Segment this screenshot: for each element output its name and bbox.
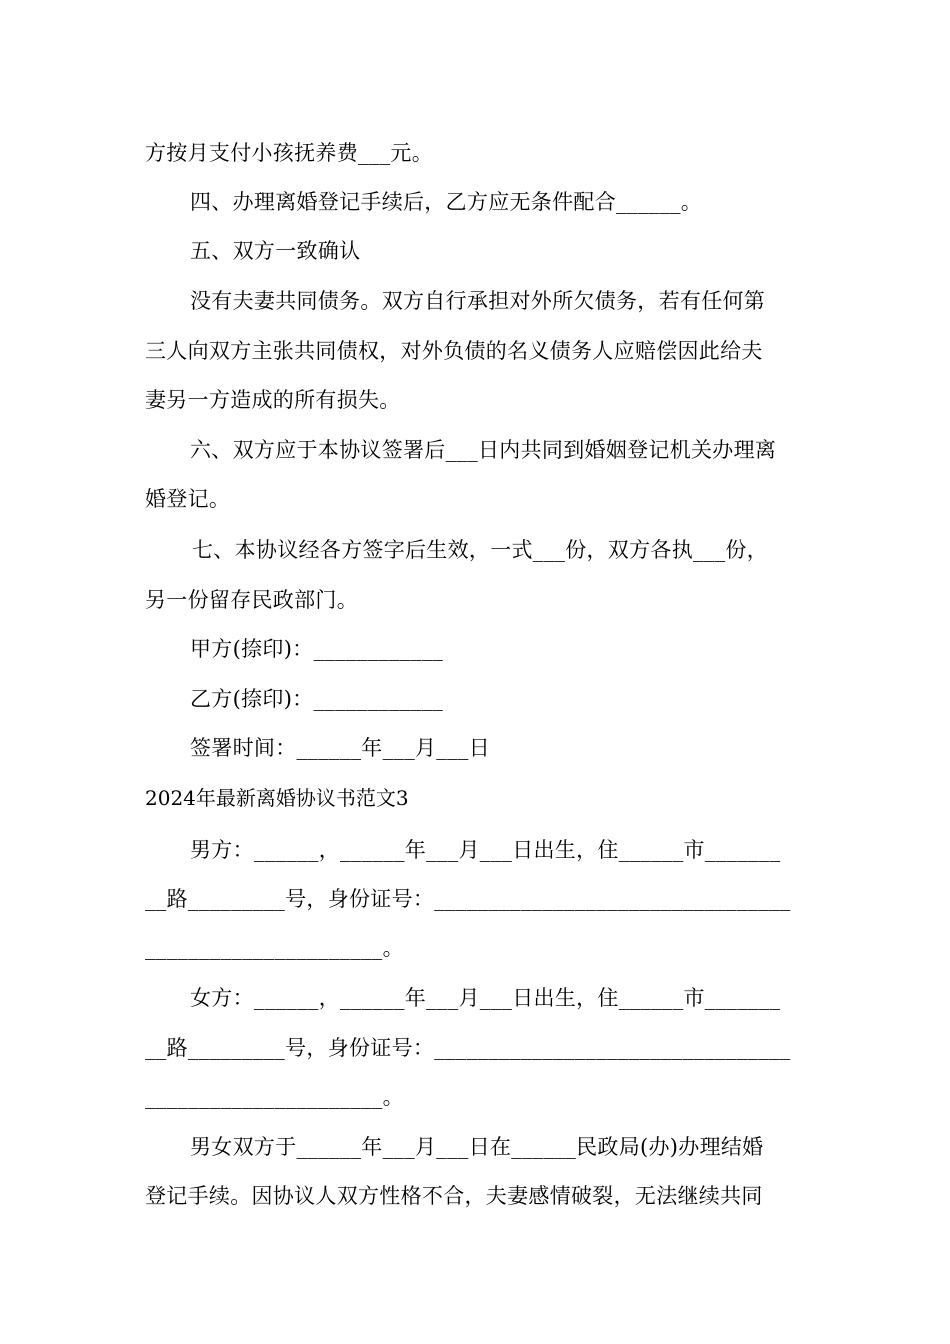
clause-five-heading: 五、双方一致确认 — [190, 239, 361, 263]
paragraph-line: 没有夫妻共同债务。双方自行承担对外所欠债务，若有任何第 — [190, 289, 766, 313]
female-party-info: 女方：______，______年___月___日出生，住______市_______ — [190, 986, 781, 1010]
paragraph-line: 三人向双方主张共同债权，对外负债的名义债务人应赔偿因此给夫 — [145, 339, 763, 363]
marriage-registration-paragraph: 男女双方于______年___月___日在______民政局(办)办理结婚 — [190, 1135, 764, 1159]
section-title: 2024年最新离婚协议书范文3 — [145, 786, 409, 810]
paragraph-line: ______________________。 — [145, 936, 404, 960]
paragraph-line: __路_________号，身份证号：_________________________________ — [145, 887, 791, 911]
clause-six: 六、双方应于本协议签署后___日内共同到婚姻登记机关办理离 — [190, 438, 777, 462]
paragraph-line: 妻另一方造成的所有损失。 — [145, 388, 401, 412]
paragraph-line: 登记手续。因协议人双方性格不合，夫妻感情破裂，无法继续共同 — [145, 1184, 763, 1208]
male-party-info: 男方：______，______年___月___日出生，住______市_______ — [190, 838, 781, 862]
party-b-signature-line: 乙方(捺印)：____________ — [190, 687, 444, 711]
signing-date-line: 签署时间：______年___月___日 — [190, 736, 490, 760]
paragraph-line: ______________________。 — [145, 1085, 404, 1109]
paragraph-line: 方按月支付小孩抚养费___元。 — [145, 141, 433, 165]
clause-four: 四、办理离婚登记手续后，乙方应无条件配合______。 — [190, 190, 703, 214]
paragraph-line: 另一份留存民政部门。 — [145, 588, 358, 612]
party-a-signature-line: 甲方(捺印)：____________ — [190, 637, 444, 661]
clause-seven: 七、本协议经各方签字后生效，一式___份，双方各执___份， — [192, 538, 768, 562]
paragraph-line: __路_________号，身份证号：_________________________________ — [145, 1036, 791, 1060]
paragraph-line: 婚登记。 — [145, 487, 231, 511]
